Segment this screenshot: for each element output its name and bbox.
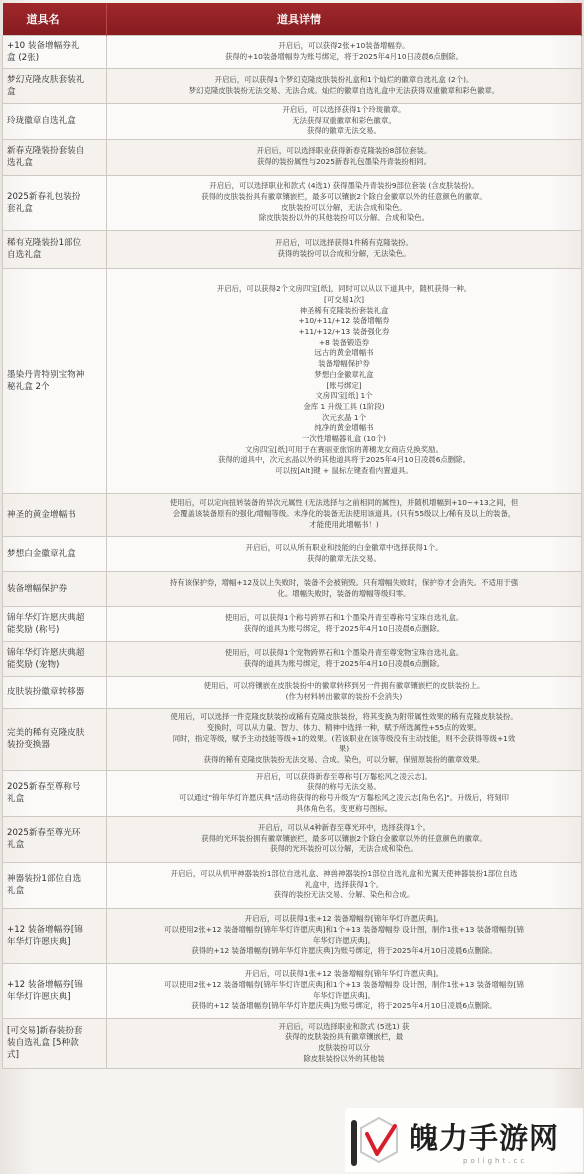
item-name-cell: [3, 139, 107, 175]
table-row: [3, 536, 582, 571]
item-detail-line: 除皮肤装扮以外的其他装扮可以分解、合成和染色。: [259, 213, 429, 223]
item-detail-line: 获得的稀有克隆皮肤装扮无法交易、合成、染色，可以分解，保留原装扮的徽章效果。: [203, 755, 485, 765]
item-detail-line: 可以通过"锦年华灯许愿庆典"活动将获得的称号升级为"万鬈松风之凌云志[角色名]"。升级后，将刻印: [179, 793, 509, 802]
item-detail-line: 获得的徽章无法交易。: [307, 553, 381, 563]
item-detail-line: 礼盒中，选择获得1个。: [304, 879, 384, 889]
item-detail-line: 获得的光环装扮可以分解，无法合成和染色。: [270, 844, 418, 854]
item-detail-cell: [107, 103, 582, 139]
item-name-cell: [3, 1018, 107, 1068]
item-name-cell: [3, 68, 107, 103]
item-name-line: 装自选礼盒 [5种款: [7, 1038, 79, 1048]
table-row: [3, 676, 582, 708]
item-name-line: 完美的稀有克隆皮肤: [7, 728, 85, 738]
item-detail-cell: [107, 139, 582, 175]
item-detail-line: 使用后，可以获得1个宠物跨界石和1个墨染丹青至尊宠物宝珠自选礼盒。: [224, 647, 464, 657]
item-detail-line: 获得的+12 装备增幅券[锦年华灯许愿庆典]为账号绑定，将于2025年4月10日凌晨6点删除。: [191, 946, 497, 956]
item-detail-line: [账号绑定]: [326, 380, 362, 390]
item-name-cell: [3, 493, 107, 536]
item-name-cell: [3, 536, 107, 571]
item-detail-line: 开启后，可以获得1个梦幻克隆皮肤装扮礼盒和1个灿烂的徽章自选礼盒 (2个)。: [214, 74, 474, 84]
item-detail-cell: [107, 641, 582, 676]
item-name-line: 梦幻克隆皮肤套装礼: [7, 74, 85, 85]
header-item-detail: 道具详情: [107, 3, 582, 35]
item-detail-line: 获得的光环装扮拥有徽章镶嵌栏，最多可以镶嵌2个除白金徽章以外的任意颜色的徽章。: [201, 833, 487, 843]
table-row: [3, 268, 582, 493]
item-detail-line: 使用后，可以选择一件克隆皮肤装扮或稀有克隆皮肤装扮，将其变换为附带属性效果的稀有克隆皮肤装扮。: [170, 712, 518, 722]
item-name-cell: [3, 606, 107, 641]
item-detail-line: 年华灯许愿庆典]。: [312, 935, 375, 945]
item-detail-line: 一次性增幅器礼盒 (10个): [301, 434, 387, 444]
item-name-cell: [3, 708, 107, 770]
item-name-line: 墨染丹青特别宝物神: [7, 369, 85, 380]
table-row: [3, 908, 582, 963]
item-detail-cell: [107, 35, 582, 68]
item-detail-line: (作为材料转出徽章的装扮不会消失): [285, 692, 403, 701]
table-body: [3, 35, 582, 1068]
item-name-cell: [3, 908, 107, 963]
item-detail-line: 开启后，可以获得2个文房四宝[纸]，同时可以从以下道具中，随机获得一种。: [216, 284, 472, 294]
item-name-line: +12 装备增幅券[锦: [7, 924, 83, 935]
watermark-text: 魄力手游网: [409, 1121, 560, 1155]
item-detail-cell: [107, 493, 582, 536]
item-detail-line: 皮肤装扮可以分: [318, 1043, 370, 1052]
item-name-line: 礼盒: [7, 886, 25, 896]
item-name-line: 神圣的黄金增幅书: [7, 509, 76, 520]
item-detail-line: 获得的+10装备增幅券为账号绑定，将于2025年4月10日凌晨6点删除。: [225, 51, 463, 61]
item-detail-line: 可以使用2张+12 装备增幅券[锦年华灯许愿庆典]和1个+13 装备增幅券 设计图，制作1张+13 装备增幅券[锦: [164, 979, 524, 989]
item-detail-line: 具体角色名，变更称号图标。: [295, 803, 393, 813]
item-detail-line: 开启后，可以从机甲神器装扮1部位自选礼盒、神兽神器装扮1部位自选礼盒和光翼天使神器装扮1部位自选: [170, 868, 518, 878]
item-detail-cell: [107, 708, 582, 770]
item-detail-line: 开启后，可以获得1张+12 装备增幅券[锦年华灯许愿庆典]。: [244, 969, 444, 979]
table-row: [3, 175, 582, 230]
item-detail-line: 使用后，可以将镶嵌在皮肤装扮中的徽章转移到另一件拥有徽章镶嵌栏的皮肤装扮上。: [203, 681, 485, 691]
item-detail-line: 金库 1 升级工具 (1阶段): [303, 401, 385, 411]
item-detail-line: 获得的装扮可以合成和分解，无法染色。: [277, 249, 411, 258]
item-detail-line: 文房四宝[纸]可用于在赛丽亚旅馆的菁穗龙女商店兑换奖励。: [245, 444, 443, 454]
item-detail-cell: [107, 68, 582, 103]
item-detail-table: [2, 3, 582, 1069]
watermark-url: polight.cc: [463, 1157, 528, 1165]
table-row: [3, 493, 582, 536]
item-detail-line: 梦幻克隆皮肤装扮无法交易、无法合成。灿烂的徽章自选礼盒中无法获得双重徽章和彩色徽章。: [188, 85, 500, 95]
item-detail-line: 获得的道具为账号绑定，将于2025年4月10日凌晨6点删除。: [243, 623, 445, 633]
item-detail-cell: [107, 175, 582, 230]
item-name-line: 装备增幅保护券: [7, 583, 68, 594]
table-row: [3, 103, 582, 139]
item-name-line: 玲珑徽章自选礼盒: [7, 116, 76, 126]
item-name-cell: [3, 35, 107, 68]
item-name-line: 梦想白金徽章礼盒: [7, 548, 76, 559]
item-name-line: 年华灯许愿庆典]: [7, 936, 71, 947]
table-row: [3, 816, 582, 862]
item-name-line: 年华灯许愿庆典]: [7, 991, 71, 1002]
item-detail-line: 开启后，可以获得2张+10装备增幅券。: [278, 40, 410, 50]
item-detail-line: 除皮肤装扮以外的其他装: [303, 1053, 385, 1063]
item-name-line: +10 装备增幅券礼: [7, 40, 80, 51]
item-name-line: 皮肤装扮徽章转移器: [7, 687, 85, 697]
item-name-line: 自选礼盒: [7, 250, 42, 260]
table-row: [3, 963, 582, 1018]
item-detail-line: 开启后，可以选择获得1件稀有克隆装扮。: [275, 238, 413, 248]
item-detail-line: 获得的装扮无法交易、分解、染色和合成。: [273, 890, 415, 900]
item-name-line: 盒 (2张): [7, 52, 40, 63]
item-name-line: 秘礼盒 2个: [7, 381, 50, 392]
item-detail-line: 同时，指定等级，赋予主动技能等级+1的效果。(若该职业在该等级没有主动技能，则不会获得等级+1效: [172, 733, 516, 743]
table-row: [3, 641, 582, 676]
item-name-cell: [3, 103, 107, 139]
item-detail-line: 开启后，可以选择职业和款式 (4选1) 获得墨染丹青装扮9部位套装 (含皮肤装扮)。: [209, 181, 479, 191]
item-detail-line: [可交易1次]: [323, 294, 365, 304]
table-row: [3, 35, 582, 68]
item-detail-line: 化。增幅失败时，装备的增幅等级归零。: [277, 588, 411, 598]
polight-logo-icon: [357, 1114, 401, 1166]
item-detail-line: 装备增幅保护券: [318, 359, 370, 369]
item-detail-cell: [107, 571, 582, 606]
table-row: [3, 68, 582, 103]
item-detail-cell: [107, 1018, 582, 1068]
item-detail-cell: [107, 963, 582, 1018]
item-detail-line: 次元玄晶 1个: [321, 412, 366, 422]
item-name-line: 2025新春至尊光环: [7, 828, 81, 838]
item-name-cell: [3, 816, 107, 862]
table-row: [3, 862, 582, 908]
item-name-line: 能奖励 (称号): [7, 624, 60, 635]
item-name-cell: [3, 676, 107, 708]
item-name-line: 礼盒: [7, 840, 25, 850]
item-name-line: 式]: [7, 1050, 19, 1060]
item-detail-line: +10/+11/+12 装备增幅券: [298, 316, 390, 326]
table-row: [3, 1018, 582, 1068]
item-name-line: 套礼盒: [7, 203, 33, 214]
item-detail-cell: [107, 268, 582, 493]
item-detail-line: 变换时，可以从力量、智力、体力、精神中选择一种，赋予所选属性+55点的效果。: [206, 722, 482, 732]
item-name-cell: [3, 862, 107, 908]
item-detail-line: 可以使用2张+12 装备增幅券[锦年华灯许愿庆典]和1个+13 装备增幅券 设计图，制作1张+13 装备增幅券[锦: [164, 924, 524, 934]
item-name-cell: [3, 963, 107, 1018]
table-row: [3, 139, 582, 175]
item-detail-line: 开启后，可以获得新春至尊称号[万鬈松风之凌云志]。: [256, 771, 432, 781]
item-name-cell: [3, 175, 107, 230]
item-detail-line: 获得的徽章无法交易。: [307, 126, 381, 136]
item-detail-line: 无法获得双重徽章和彩色徽章。: [292, 115, 396, 125]
item-name-line: 装扮变换器: [7, 740, 50, 750]
item-detail-cell: [107, 606, 582, 641]
item-name-line: 选礼盒: [7, 158, 33, 168]
item-name-line: 2025新春至尊称号: [7, 782, 81, 792]
item-name-cell: [3, 641, 107, 676]
item-name-line: 神器装扮1部位自选: [7, 874, 82, 884]
table-row: [3, 230, 582, 268]
table-row: [3, 770, 582, 816]
item-name-line: 盒: [7, 86, 16, 97]
item-detail-line: 获得的道具中，次元玄晶以外的其他道具将于2025年4月10日凌晨6点删除。: [218, 455, 470, 465]
item-detail-line: 才能使用此增幅书！): [309, 519, 379, 529]
item-name-cell: [3, 230, 107, 268]
item-name-line: 2025新春礼包装扮: [7, 191, 81, 202]
item-detail-line: 使用后，可以获得1个称号跨界石和1个墨染丹青至尊称号宝珠自选礼盒。: [224, 612, 464, 622]
item-detail-line: +11/+12/+13 装备强化券: [298, 326, 390, 336]
table-row: [3, 571, 582, 606]
item-name-line: 能奖励 (宠物): [7, 659, 60, 670]
item-name-line: 锦年华灯许愿庆典超: [7, 647, 85, 658]
table-header-row: [3, 3, 582, 35]
item-detail-line: 皮肤装扮可以分解，无法合成和染色。: [281, 202, 407, 212]
item-name-line: 新春克隆装扮套装自: [7, 146, 85, 156]
item-name-line: +12 装备增幅券[锦: [7, 979, 83, 990]
item-detail-line: 远古的黄金增幅书: [314, 348, 374, 358]
item-detail-line: 开启后，可以选择获得1个玲珑徽章。: [282, 104, 406, 114]
site-watermark: [345, 1108, 583, 1172]
item-detail-line: 文房四宝[纸] 1个: [315, 391, 373, 401]
item-detail-line: 神圣稀有克隆装扮套装礼盒: [299, 305, 389, 315]
item-detail-line: 开启后，可以从所有职业和技能的白金徽章中选择获得1个。: [245, 542, 443, 552]
item-detail-line: 开启后，可以选择职业和款式 (5选1) 获: [278, 1021, 410, 1031]
table-row: [3, 606, 582, 641]
item-detail-cell: [107, 770, 582, 816]
item-detail-line: 开启后，可以获得1张+12 装备增幅券[锦年华灯许愿庆典]。: [244, 914, 444, 924]
item-name-cell: [3, 770, 107, 816]
item-detail-cell: [107, 536, 582, 571]
item-detail-line: 梦想白金徽章礼盒: [314, 369, 374, 379]
item-detail-line: 获得的皮肤装扮具有徽章镶嵌栏，最多可以镶嵌2个除白金徽章以外的任意颜色的徽章。: [201, 191, 487, 201]
item-detail-line: 获得的道具为账号绑定，将于2025年4月10日凌晨6点删除。: [243, 658, 445, 668]
item-detail-line: 会覆盖该装备原有的强化/增幅等级。未净化的装备无法使用该道具。(只有55级以上/稀有及以上的装备，: [172, 509, 516, 519]
item-detail-line: 获得的装扮属性与2025新春礼包墨染丹青装扮相同。: [256, 157, 431, 166]
item-detail-cell: [107, 862, 582, 908]
item-detail-line: 开启后，可以选择职业获得新春克隆装扮8部位套装。: [256, 146, 432, 156]
header-item-name: 道具名: [3, 3, 107, 35]
item-detail-cell: [107, 230, 582, 268]
item-name-line: 稀有克隆装扮1部位: [7, 238, 82, 248]
item-detail-line: 获得的称号无法交易。: [307, 782, 381, 792]
item-detail-line: 果): [338, 744, 350, 754]
item-name-line: 锦年华灯许愿庆典超: [7, 612, 85, 623]
item-detail-cell: [107, 676, 582, 708]
item-detail-line: 可以按[Alt]键 + 鼠标左键查看内置道具。: [275, 466, 413, 476]
item-name-cell: [3, 268, 107, 493]
item-name-cell: [3, 571, 107, 606]
item-detail-line: +8 装备锻造券: [318, 337, 370, 347]
item-detail-cell: [107, 908, 582, 963]
item-detail-line: 使用后，可以定向扭转装备的异次元属性 (无法选择与之前相同的属性)，并随机增幅到+10~+13之间，但: [169, 498, 519, 508]
item-name-line: 礼盒: [7, 794, 25, 804]
table-row: [3, 708, 582, 770]
item-detail-line: 纯净的黄金增幅书: [314, 423, 374, 433]
item-detail-line: 年华灯许愿庆典]。: [312, 990, 375, 1000]
item-name-line: [可交易]新春装扮套: [7, 1026, 83, 1036]
item-detail-line: 获得的皮肤装扮具有徽章镶嵌栏，最: [284, 1032, 404, 1042]
item-detail-cell: [107, 816, 582, 862]
item-detail-line: 开启后，可以从4种新春至尊光环中，选择获得1个。: [257, 822, 430, 832]
item-detail-line: 持有该保护券，增幅+12及以上失败时，装备不会被销毁。只有增幅失败时，保护券才会消失。不适用于强: [169, 577, 519, 587]
item-detail-line: 获得的+12 装备增幅券[锦年华灯许愿庆典]为账号绑定，将于2025年4月10日凌晨6点删除。: [191, 1001, 497, 1011]
